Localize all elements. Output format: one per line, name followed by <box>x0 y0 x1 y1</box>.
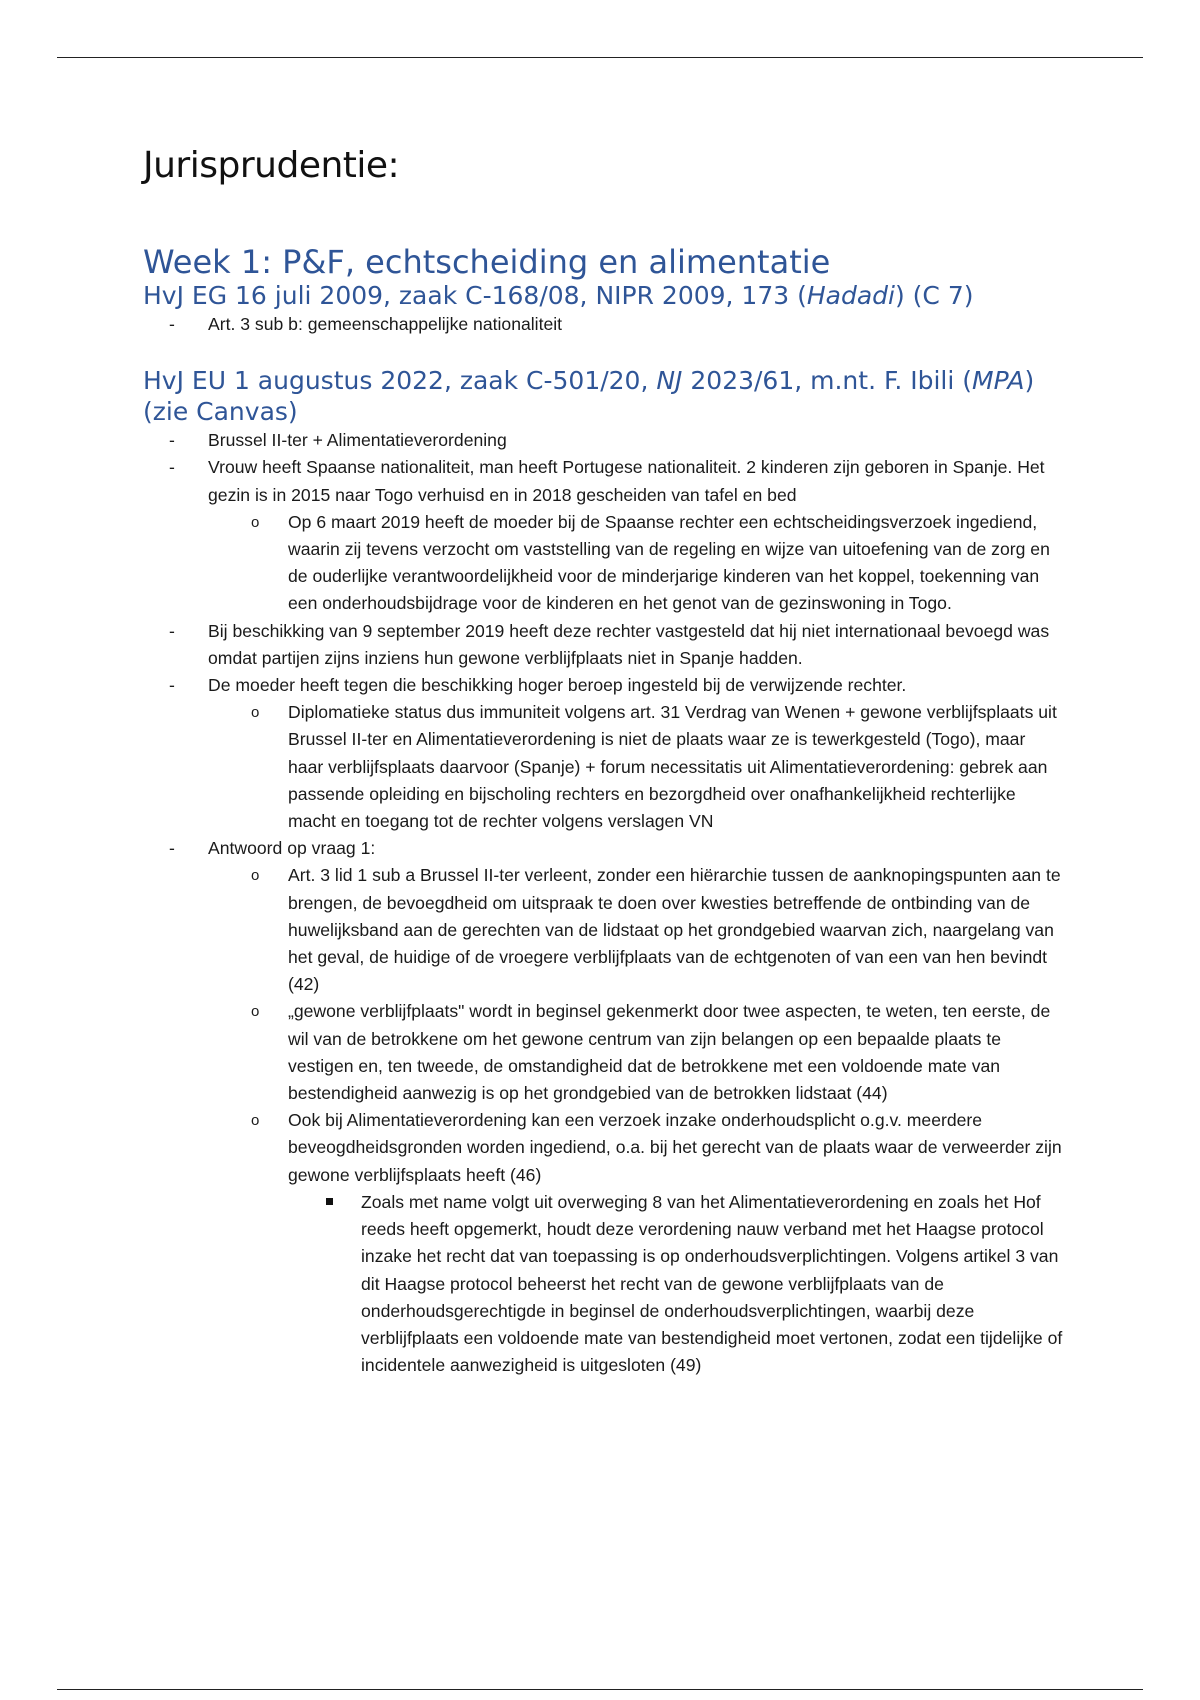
week-heading: Week 1: P&F, echtscheiding en alimentatie <box>143 243 831 281</box>
page-title: Jurisprudentie: <box>143 145 400 186</box>
list-item <box>143 672 1063 699</box>
circle-bullet: o <box>251 1003 260 1021</box>
sub-list-item <box>143 1107 1063 1189</box>
list-item-text: „gewone verblijfplaats" wordt in beginsel gekenmerkt door twee aspecten, te weten, ten eerste, de wil van de betrokkene om het gewone centrum van zijn belangen op een bepaalde plaats te vestigen en, ten tweede, de omstandigheid dat de betrokkene met een voldoende mate van bestendigheid aanwezig is op het grondgebied van de betrokken lidstaat (44) <box>288 1001 1051 1104</box>
sub-list-item <box>143 699 1063 835</box>
journal-italic: NJ <box>656 366 683 396</box>
sub-list-item <box>143 509 1063 618</box>
case-name-italic: MPA <box>972 366 1025 396</box>
dash-bullet: - <box>169 430 175 451</box>
list-item-text: Vrouw heeft Spaanse nationaliteit, man heeft Portugese nationaliteit. 2 kinderen zijn geboren in Spanje. Het gezin is in 2015 naar Togo verhuisd en in 2018 gescheiden van tafel en bed <box>208 457 1045 505</box>
list-item-text: Ook bij Alimentatieverordening kan een verzoek inzake onderhoudsplicht o.g.v. meerdere beveogdheidsgronden worden ingediend, o.a. bij het gerecht van de plaats waar de verweerder zijn gewone verblijfsplaats heeft (46) <box>288 1110 1062 1185</box>
circle-bullet: o <box>251 1112 260 1130</box>
case-heading-mpa <box>143 365 1063 427</box>
dash-bullet: - <box>169 838 175 859</box>
sub-list-item <box>143 862 1063 998</box>
list-item <box>143 835 1063 862</box>
case-heading-text: 2023/61, m.nt. F. Ibili ( <box>682 366 973 396</box>
dash-bullet: - <box>169 675 175 696</box>
case1-list <box>143 311 1063 338</box>
list-item-text: Op 6 maart 2019 heeft de moeder bij de Spaanse rechter een echtscheidingsverzoek ingediend, waarin zij tevens verzocht om vaststelling van de regeling en wijze van uitoefening van de zorg en de ouderlijke verantwoordelijkheid voor de minderjarige kinderen van het koppel, toekenning van een onderhoudsbijdrage voor de kinderen en het genot van de gezinswoning in Togo. <box>288 511 1050 614</box>
list-item-text: Antwoord op vraag 1: <box>208 838 376 859</box>
circle-bullet: o <box>251 513 260 531</box>
list-item <box>143 454 1063 508</box>
case2-list <box>143 427 1063 1379</box>
list-item-text: Art. 3 lid 1 sub a Brussel II-ter verleent, zonder een hiërarchie tussen de aanknopingspunten aan te brengen, de bevoegdheid om uitspraak te doen over kwesties betreffende de ontbinding van de huwelijksband aan de gerechten van de lidstaat op het grondgebied waarvan zich, naargelang van het geval, de huidige of de vroegere verblijfplaats van de echtgenoten of van een van hen bevindt (42) <box>288 865 1061 995</box>
case-heading-text: ) (zie Canvas) <box>143 366 1035 427</box>
square-bullet <box>326 1198 333 1205</box>
case-heading-text: HvJ EG 16 juli 2009, zaak C-168/08, NIPR 2009, 173 ( <box>143 281 807 310</box>
case-heading-hadadi <box>143 280 1063 311</box>
list-item <box>143 618 1063 672</box>
case-name-italic: Hadadi <box>806 281 895 310</box>
list-item <box>143 427 1063 454</box>
list-item <box>143 311 1063 338</box>
footer-rule <box>57 1689 1143 1690</box>
list-item-text: Zoals met name volgt uit overweging 8 van het Alimentatieverordening en zoals het Hof reeds heeft opgemerkt, houdt deze verordening nauw verband met het Haagse protocol inzake het recht dat van toepassing is op onderhoudsverplichtingen. Volgens artikel 3 van dit Haagse protocol beheerst het recht van de gewone verblijfplaats van de onderhoudsgerechtigde in beginsel de onderhoudsverplichtingen, waarbij deze verblijfplaats een voldoende mate van bestendigheid moet vertonen, zodat een tijdelijke of incidentele aanwezigheid is uitgesloten (49) <box>361 1191 1063 1376</box>
dash-bullet: - <box>169 457 175 478</box>
circle-bullet: o <box>251 704 260 722</box>
header-rule <box>57 57 1143 58</box>
document-page <box>143 145 1063 1379</box>
sub-list-item <box>143 998 1063 1107</box>
list-item-text: Bij beschikking van 9 september 2019 heeft deze rechter vastgesteld dat hij niet internationaal bevoegd was omdat partijen zijns inziens hun gewone verblijfplaats niet in Spanje hadden. <box>208 620 1050 668</box>
circle-bullet: o <box>251 867 260 885</box>
list-item-text: De moeder heeft tegen die beschikking hoger beroep ingesteld bij de verwijzende rechter. <box>208 675 907 696</box>
list-item-text: Diplomatieke status dus immuniteit volgens art. 31 Verdrag van Wenen + gewone verblijfsplaats uit Brussel II-ter en Alimentatieverordening is niet de plaats waar ze is tewerkgesteld (Togo), maar haar verblijfsplaats daarvoor (Spanje) + forum necessitatis uit Alimentatieverordening: gebrek aan passende opleiding en bijscholing rechters en bezorgdheid over onafhankelijkheid rechterlijke macht en toegang tot de rechter volgens verslagen VN <box>288 702 1057 832</box>
sub-sub-list-item <box>143 1189 1063 1379</box>
case-heading-text: HvJ EU 1 augustus 2022, zaak C-501/20, <box>143 366 657 396</box>
list-item-text: Brussel II-ter + Alimentatieverordening <box>208 430 507 451</box>
list-item-text: Art. 3 sub b: gemeenschappelijke nationaliteit <box>208 314 563 334</box>
dash-bullet: - <box>169 314 175 334</box>
dash-bullet: - <box>169 620 175 641</box>
case-heading-text: ) (C 7) <box>894 281 974 310</box>
